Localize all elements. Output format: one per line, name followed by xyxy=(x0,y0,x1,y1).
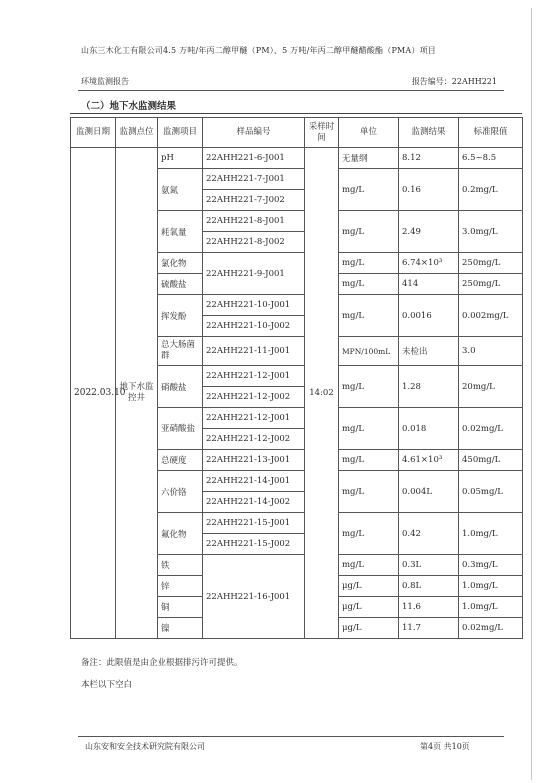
limit-cell: 6.5~8.5 xyxy=(459,148,523,169)
result-cell: 0.8L xyxy=(399,576,459,597)
item-cell: 镍 xyxy=(158,618,203,639)
result-cell: 2.49 xyxy=(399,211,459,253)
item-cell: 总大肠菌群 xyxy=(158,337,203,366)
sample-cell: 22AHH221-6-J001 xyxy=(203,148,305,169)
limit-cell: 0.2mg/L xyxy=(459,169,523,211)
result-cell: 8.12 xyxy=(399,148,459,169)
sample-cell: 22AHH221-10-J002 xyxy=(203,316,305,337)
item-cell: 亚硝酸盐 xyxy=(158,408,203,450)
limit-cell: 3.0 xyxy=(459,337,523,366)
sampling-date: 2022.03.10 xyxy=(71,148,116,639)
footer-divider xyxy=(78,736,504,737)
section-title: （二）地下水监测结果 xyxy=(81,101,177,112)
page-edge-line xyxy=(531,8,532,780)
col-time-header: 采样时间 xyxy=(305,118,339,148)
table-header-row xyxy=(71,118,523,148)
item-cell: 硫酸盐 xyxy=(158,274,203,295)
unit-cell: mg/L xyxy=(339,366,399,408)
result-cell: 0.018 xyxy=(399,408,459,450)
item-cell: 硝酸盐 xyxy=(158,366,203,408)
result-cell: 0.42 xyxy=(399,513,459,555)
col-sample-header: 样品编号 xyxy=(203,118,305,148)
result-cell: 未检出 xyxy=(399,337,459,366)
report-number: 报告编号：22AHH221 xyxy=(411,77,497,86)
col-site-header: 监测点位 xyxy=(116,118,158,148)
sample-cell: 22AHH221-12-J002 xyxy=(203,429,305,450)
sample-cell: 22AHH221-8-J002 xyxy=(203,232,305,253)
limit-cell: 450mg/L xyxy=(459,450,523,471)
limit-cell: 1.0mg/L xyxy=(459,597,523,618)
unit-cell: μg/L xyxy=(339,618,399,639)
footer-org: 山东安和安全技术研究院有限公司 xyxy=(85,742,205,751)
col-limit-header: 标准限值 xyxy=(459,118,523,148)
unit-cell: mg/L xyxy=(339,274,399,295)
sample-cell: 22AHH221-10-J001 xyxy=(203,295,305,316)
sampling-time: 14:02 xyxy=(305,148,339,639)
sample-cell: 22AHH221-9-J001 xyxy=(203,253,305,295)
table-top-rule xyxy=(70,113,522,114)
unit-cell: mg/L xyxy=(339,513,399,555)
sample-cell: 22AHH221-7-J002 xyxy=(203,190,305,211)
unit-cell: mg/L xyxy=(339,555,399,576)
unit-cell: MPN/100mL xyxy=(339,337,399,366)
col-unit-header: 单位 xyxy=(339,118,399,148)
item-cell: 氯化物 xyxy=(158,253,203,274)
remark-note: 备注：此限值是由企业根据排污许可提供。 xyxy=(81,658,243,668)
sample-cell: 22AHH221-12-J001 xyxy=(203,408,305,429)
result-cell: 0.16 xyxy=(399,169,459,211)
limit-cell: 0.002mg/L xyxy=(459,295,523,337)
item-cell: 六价铬 xyxy=(158,471,203,513)
unit-cell: mg/L xyxy=(339,211,399,253)
groundwater-results-table xyxy=(70,117,523,639)
result-cell: 6.74×10³ xyxy=(399,253,459,274)
sample-cell: 22AHH221-11-J001 xyxy=(203,337,305,366)
sample-cell: 22AHH221-12-J002 xyxy=(203,387,305,408)
col-date-header: 监测日期 xyxy=(71,118,116,148)
col-result-header: 监测结果 xyxy=(399,118,459,148)
sample-cell: 22AHH221-7-J001 xyxy=(203,169,305,190)
footer-page-number: 第4页 共10页 xyxy=(420,742,470,751)
col-item-header: 监测项目 xyxy=(158,118,203,148)
limit-cell: 0.05mg/L xyxy=(459,471,523,513)
limit-cell: 1.0mg/L xyxy=(459,513,523,555)
unit-cell: 无量纲 xyxy=(339,148,399,169)
result-cell: 0.004L xyxy=(399,471,459,513)
item-cell: 挥发酚 xyxy=(158,295,203,337)
report-type: 环境监测报告 xyxy=(81,77,129,86)
result-cell: 0.0016 xyxy=(399,295,459,337)
item-cell: 锌 xyxy=(158,576,203,597)
sample-cell: 22AHH221-14-J002 xyxy=(203,492,305,513)
sample-cell: 22AHH221-13-J001 xyxy=(203,450,305,471)
limit-cell: 1.0mg/L xyxy=(459,576,523,597)
unit-cell: mg/L xyxy=(339,253,399,274)
item-cell: 耗氧量 xyxy=(158,211,203,253)
monitoring-site: 地下水监控井 xyxy=(116,148,158,639)
unit-cell: mg/L xyxy=(339,295,399,337)
result-cell: 0.3L xyxy=(399,555,459,576)
unit-cell: mg/L xyxy=(339,169,399,211)
header-divider xyxy=(78,90,504,91)
limit-cell: 0.02mg/L xyxy=(459,408,523,450)
item-cell: 氟化物 xyxy=(158,513,203,555)
sample-cell: 22AHH221-14-J001 xyxy=(203,471,305,492)
result-cell: 4.61×10³ xyxy=(399,450,459,471)
limit-cell: 250mg/L xyxy=(459,274,523,295)
item-cell: 总硬度 xyxy=(158,450,203,471)
unit-cell: mg/L xyxy=(339,408,399,450)
result-cell: 11.7 xyxy=(399,618,459,639)
item-cell: pH xyxy=(158,148,203,169)
sample-cell: 22AHH221-15-J002 xyxy=(203,534,305,555)
limit-cell: 3.0mg/L xyxy=(459,211,523,253)
limit-cell: 20mg/L xyxy=(459,366,523,408)
item-cell: 铁 xyxy=(158,555,203,576)
unit-cell: mg/L xyxy=(339,450,399,471)
project-title: 山东三木化工有限公司4.5 万吨/年丙二醇甲醚（PM）、5 万吨/年丙二醇甲醚醋酸酯（PMA）项目 xyxy=(81,46,437,55)
limit-cell: 250mg/L xyxy=(459,253,523,274)
table-row xyxy=(71,148,523,169)
sample-cell: 22AHH221-15-J001 xyxy=(203,513,305,534)
item-cell: 氨氮 xyxy=(158,169,203,211)
blank-below-note: 本栏以下空白 xyxy=(81,680,133,690)
result-cell: 1.28 xyxy=(399,366,459,408)
limit-cell: 0.3mg/L xyxy=(459,555,523,576)
limit-cell: 0.02mg/L xyxy=(459,618,523,639)
sample-cell: 22AHH221-12-J001 xyxy=(203,366,305,387)
sample-cell: 22AHH221-8-J001 xyxy=(203,211,305,232)
item-cell: 铜 xyxy=(158,597,203,618)
unit-cell: μg/L xyxy=(339,576,399,597)
unit-cell: μg/L xyxy=(339,597,399,618)
sample-cell: 22AHH221-16-J001 xyxy=(203,555,305,639)
result-cell: 11.6 xyxy=(399,597,459,618)
result-cell: 414 xyxy=(399,274,459,295)
unit-cell: mg/L xyxy=(339,471,399,513)
